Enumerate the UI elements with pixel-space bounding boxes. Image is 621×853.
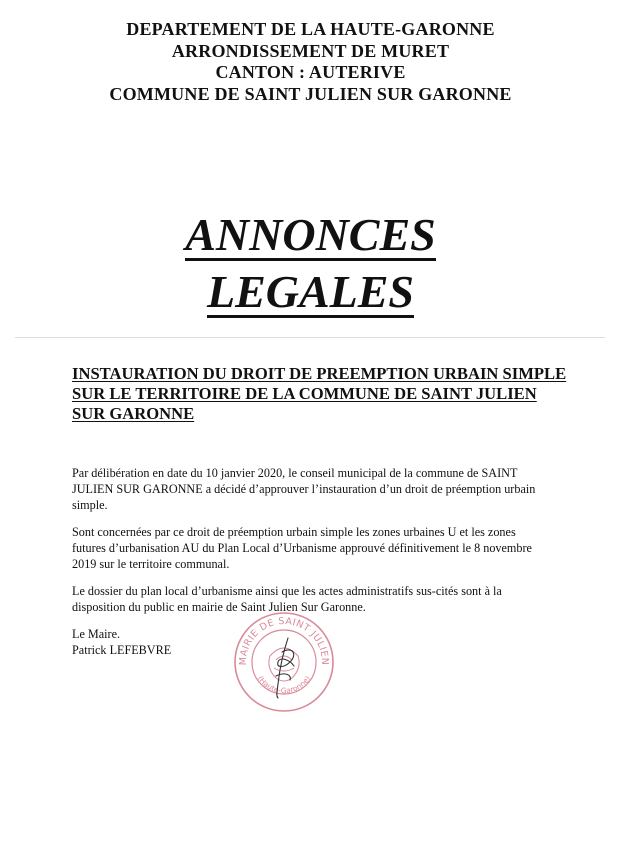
paragraph-zones: Sont concernées par ce droit de préemption urbain simple les zones urbaines U et les zones futures d’urbanisation AU du Plan Local d’Urbanisme approuvé définitivement le 8 novembre 2019 sur le territoire communal. <box>72 525 532 571</box>
document-header <box>0 19 621 105</box>
header-canton: CANTON : AUTERIVE <box>215 62 406 82</box>
stamp-text-bottom: (Haute-Garonne) <box>255 674 313 696</box>
signature-role: Le Maire. <box>72 627 121 641</box>
paragraph-dossier: Le dossier du plan local d’urbanisme ainsi que les actes administratifs sus-cités sont à la disposition du public en mairie de Saint Julien Sur Garonne. <box>72 584 502 614</box>
notice-subject-text: INSTAURATION DU DROIT DE PREEMPTION URBAIN SIMPLE SUR LE TERRITOIRE DE LA COMMUNE DE SAINT JULIEN SUR GARONNE <box>72 364 567 423</box>
stamp-text-top: MAIRIE DE SAINT JULIEN <box>237 615 331 666</box>
page-divider <box>15 337 605 338</box>
header-department: DEPARTEMENT DE LA HAUTE-GARONNE <box>126 19 495 39</box>
notice-subject <box>72 364 572 424</box>
svg-text:(Haute-Garonne) <box>256 674 313 695</box>
paragraph-deliberation: Par délibération en date du 10 janvier 2020, le conseil municipal de la commune de SAINT JULIEN SUR GARONNE a décidé d’approuver l’instauration d’un droit de préemption urbain simple. <box>72 466 536 512</box>
legal-notices-banner <box>0 206 621 318</box>
town-hall-stamp <box>232 610 336 714</box>
header-commune: COMMUNE DE SAINT JULIEN SUR GARONNE <box>109 83 512 104</box>
banner-line-2: LEGALES <box>206 266 415 317</box>
signature-block <box>72 626 171 658</box>
signature-name: Patrick LEFEBVRE <box>72 643 172 657</box>
header-arrondissement: ARRONDISSEMENT DE MURET <box>171 40 450 61</box>
banner-line-1: ANNONCES <box>185 209 436 260</box>
